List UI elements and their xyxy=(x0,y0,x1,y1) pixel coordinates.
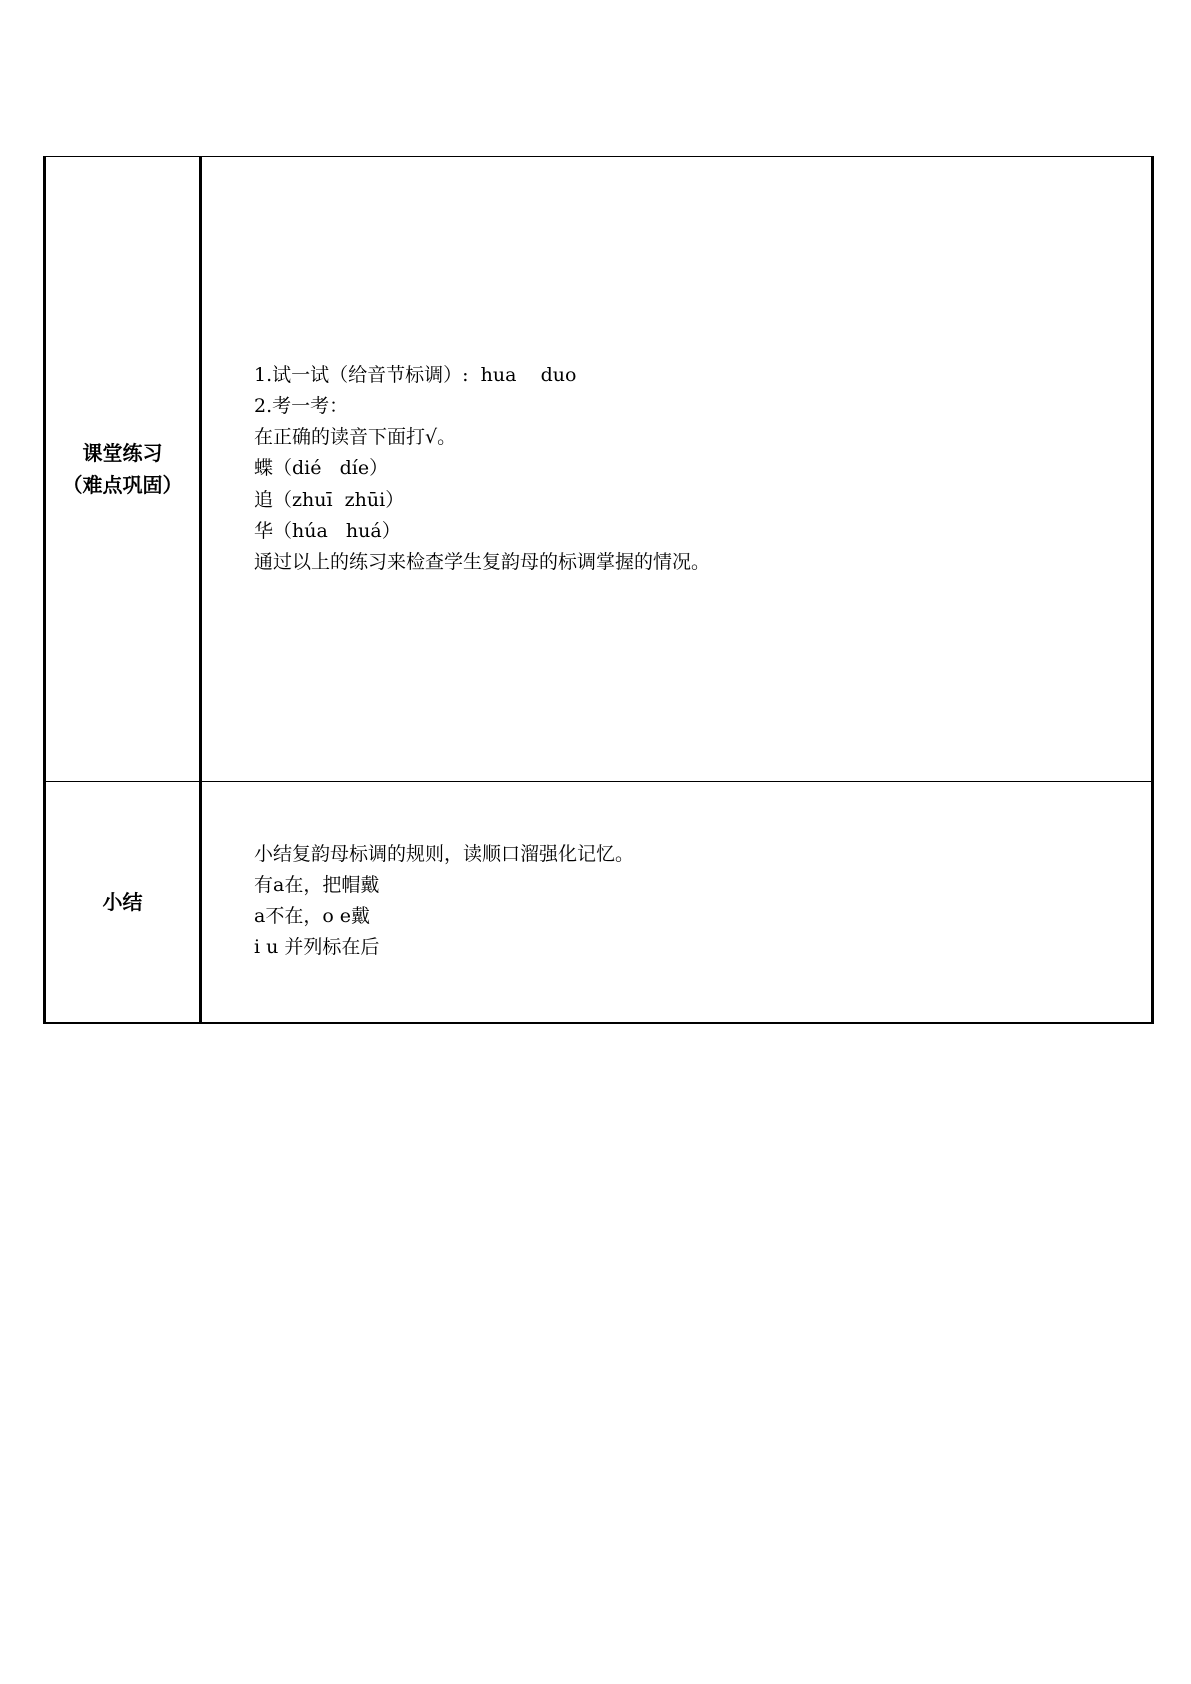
summary-line: i u 并列标在后 xyxy=(254,936,380,959)
practice-content xyxy=(202,360,1151,578)
practice-line: 2.考一考： xyxy=(254,394,349,417)
practice-line: 追（zhuī zhūi） xyxy=(254,488,405,511)
practice-content-cell xyxy=(201,157,1153,782)
practice-line: 华（húa huá） xyxy=(254,519,401,542)
summary-content-cell xyxy=(201,782,1153,1024)
practice-label-line2: （难点巩固） xyxy=(62,473,183,497)
summary-label-cell xyxy=(45,782,201,1024)
summary-line: 有a在，把帽戴 xyxy=(254,873,380,896)
practice-label-cell xyxy=(45,157,201,782)
summary-content xyxy=(202,839,1151,964)
practice-line: 通过以上的练习来检查学生复韵母的标调掌握的情况。 xyxy=(254,551,711,573)
summary-line: a不在，o e戴 xyxy=(254,905,371,927)
practice-label-line1: 课堂练习 xyxy=(82,441,163,465)
lesson-plan-table xyxy=(43,156,1154,1024)
practice-line: 1.试一试（给音节标调）: hua duo xyxy=(254,363,577,386)
practice-line: 蝶（dié díe） xyxy=(254,457,389,480)
summary-row xyxy=(45,782,1153,1024)
practice-line: 在正确的读音下面打√。 xyxy=(254,426,457,449)
summary-label: 小结 xyxy=(102,890,143,914)
practice-label xyxy=(46,437,199,501)
practice-row xyxy=(45,157,1153,782)
summary-line: 小结复韵母标调的规则，读顺口溜强化记忆。 xyxy=(254,842,635,865)
